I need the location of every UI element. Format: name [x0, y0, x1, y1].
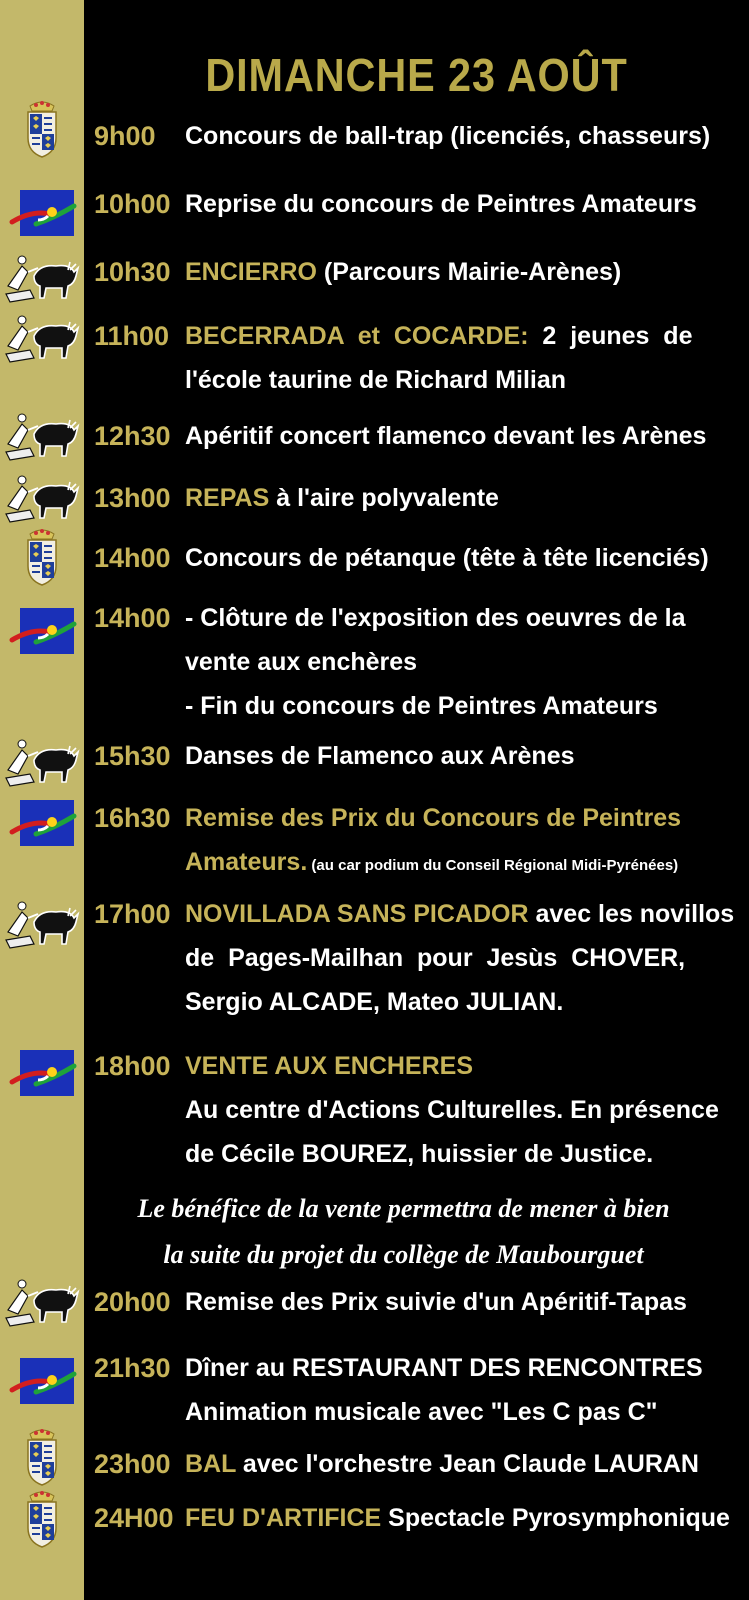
event-line: [185, 840, 711, 888]
event-text: avec l'orchestre Jean Claude LAURAN: [235, 1450, 699, 1478]
event-line: [185, 684, 711, 728]
event-time: 10h00: [94, 189, 171, 219]
event-time: 13h00: [94, 483, 171, 513]
event-text: Concours de pétanque (tête à tête licenciés): [185, 544, 709, 572]
event-highlight: ENCIERRO: [185, 258, 317, 286]
event-line: [185, 1044, 711, 1088]
event-line: [185, 358, 711, 402]
event-time: 20h00: [94, 1287, 171, 1317]
event-highlight: NOVILLADA SANS PICADOR: [185, 900, 529, 928]
event-text: Reprise du concours de Peintres Amateurs: [185, 190, 697, 218]
event-highlight: BAL: [185, 1450, 236, 1478]
event-text: à l'aire polyvalente: [269, 484, 499, 512]
event-description: [185, 182, 711, 226]
event-text: Apéritif concert flamenco devant les Arènes: [185, 422, 707, 450]
event-description: [185, 1496, 730, 1540]
bull-fighter-icon: [4, 892, 80, 952]
bull-fighter-icon: [4, 466, 80, 526]
event-time: 15h30: [94, 741, 171, 771]
painter-logo-icon: [4, 1040, 80, 1100]
event-text: Danses de Flamenco aux Arènes: [185, 742, 575, 770]
event-line: [185, 1132, 711, 1176]
event-highlight: REPAS: [185, 484, 270, 512]
event-line: [185, 1346, 711, 1390]
event-line: [185, 596, 711, 640]
event-line: [185, 1442, 711, 1486]
event-text: (au car podium du Conseil Régional Midi-Pyrénées): [307, 857, 679, 874]
event-line: [185, 936, 711, 980]
event-line: [185, 1390, 711, 1434]
event-text: de Cécile BOUREZ, huissier de Justice.: [185, 1140, 654, 1168]
event-description: [185, 314, 711, 402]
event-time: 24H00: [94, 1503, 174, 1533]
coat-of-arms-icon: [4, 1428, 80, 1488]
event-description: [185, 1346, 711, 1434]
event-line: [185, 476, 711, 520]
coat-of-arms-icon: [4, 528, 80, 588]
event-line: [185, 314, 711, 358]
event-time: 18h00: [94, 1051, 171, 1081]
event-time: 17h00: [94, 899, 171, 929]
page-title: DIMANCHE 23 AOÛT: [205, 49, 628, 101]
event-description: [185, 536, 711, 580]
event-line: [185, 1280, 711, 1324]
event-line: [185, 250, 711, 294]
painter-logo-icon: [4, 790, 80, 850]
coat-of-arms-icon: [4, 1490, 80, 1550]
event-text: Animation musicale avec "Les C pas C": [185, 1398, 658, 1426]
charity-note-line: la suite du projet du collège de Maubourguet: [163, 1240, 644, 1269]
bull-fighter-icon: [4, 246, 80, 306]
event-line: [185, 796, 711, 840]
event-time: 10h30: [94, 257, 171, 287]
event-text: - Fin du concours de Peintres Amateurs: [185, 692, 658, 720]
event-time: 21h30: [94, 1353, 171, 1383]
event-highlight: Remise des Prix du Concours de Peintres: [185, 804, 681, 832]
event-line: [185, 892, 735, 936]
event-description: [185, 1280, 711, 1324]
event-description: [185, 114, 711, 158]
event-line: [185, 734, 711, 778]
event-text: 2 jeunes de: [528, 322, 693, 350]
painter-logo-icon: [4, 598, 80, 658]
event-time: 9h00: [94, 121, 156, 151]
coat-of-arms-icon: [4, 100, 80, 160]
event-line: [185, 114, 711, 158]
event-line: [185, 182, 711, 226]
event-text: - Clôture de l'exposition des oeuvres de la: [185, 604, 686, 632]
event-description: [185, 250, 711, 294]
event-text: Sergio ALCADE, Mateo JULIAN.: [185, 988, 564, 1016]
event-time: 14h00: [94, 543, 171, 573]
event-time: 16h30: [94, 803, 171, 833]
event-text: de Pages-Mailhan pour Jesùs CHOVER,: [185, 944, 686, 972]
event-text: l'école taurine de Richard Milian: [185, 366, 567, 394]
event-description: [185, 892, 735, 1024]
event-line: [185, 980, 711, 1024]
event-line: [185, 1088, 719, 1132]
event-highlight: BECERRADA et COCARDE:: [185, 322, 529, 350]
event-highlight: FEU D'ARTIFICE: [185, 1504, 382, 1532]
charity-note-line: Le bénéfice de la vente permettra de mener à bien: [137, 1194, 670, 1223]
event-line: [185, 640, 711, 684]
event-text: Spectacle Pyrosymphonique: [381, 1504, 730, 1532]
bull-fighter-icon: [4, 730, 80, 790]
event-time: 11h00: [94, 321, 170, 351]
bull-fighter-icon: [4, 404, 80, 464]
event-text: Remise des Prix suivie d'un Apéritif-Tapas: [185, 1288, 687, 1316]
bull-fighter-icon: [4, 306, 80, 366]
event-highlight: VENTE AUX ENCHERES: [185, 1052, 474, 1080]
event-description: [185, 796, 711, 888]
event-description: [185, 414, 711, 458]
event-highlight: Amateurs.: [185, 848, 308, 876]
event-description: [185, 734, 711, 778]
event-description: [185, 1044, 719, 1176]
event-line: [185, 1496, 730, 1540]
event-line: [185, 536, 711, 580]
event-time: 23h00: [94, 1449, 171, 1479]
event-line: [185, 414, 711, 458]
event-description: [185, 476, 711, 520]
event-text: (Parcours Mairie-Arènes): [316, 258, 622, 286]
bull-fighter-icon: [4, 1270, 80, 1330]
event-text: avec les novillos: [528, 900, 735, 928]
event-description: [185, 1442, 711, 1486]
event-time: 14h00: [94, 603, 171, 633]
event-description: [185, 596, 711, 728]
event-text: vente aux enchères: [185, 648, 418, 676]
charity-note: [88, 1186, 719, 1278]
event-time: 12h30: [94, 421, 171, 451]
event-text: Au centre d'Actions Culturelles. En présence: [185, 1096, 719, 1124]
event-text: Concours de ball-trap (licenciés, chasseurs): [185, 122, 711, 150]
event-text: Dîner au RESTAURANT DES RENCONTRES: [185, 1354, 703, 1382]
painter-logo-icon: [4, 1348, 80, 1408]
painter-logo-icon: [4, 180, 80, 240]
